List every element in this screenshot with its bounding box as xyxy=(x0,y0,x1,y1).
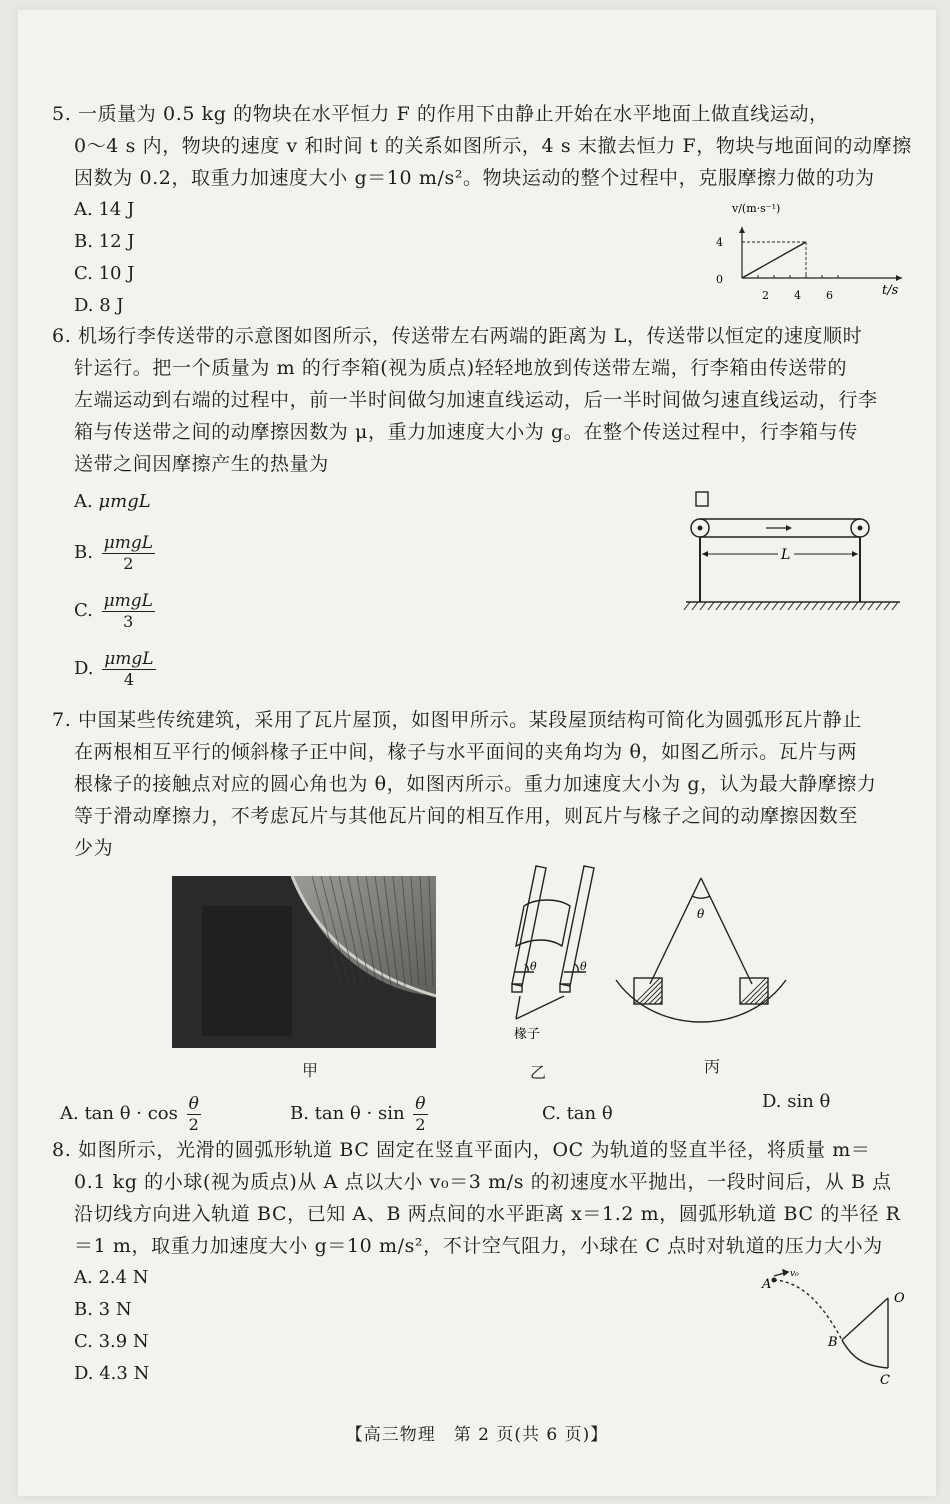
q7-line-1: 7. 中国某些传统建筑，采用了瓦片屋顶，如图甲所示。某段屋顶结构可简化为圆弧形瓦片静止 xyxy=(52,709,862,731)
point-a: A xyxy=(762,1277,772,1292)
q8-line-1: 8. 如图所示，光滑的圆弧形轨道 BC 固定在竖直平面内，OC 为轨道的竖直半径，将质量 m＝ xyxy=(52,1139,871,1161)
q6-option-c-fraction: $\frac{\text{μmgL}}{3}$ xyxy=(103,590,153,631)
chart-xtick-6: 6 xyxy=(826,289,833,302)
caption-jia: 甲 xyxy=(302,1061,319,1080)
point-c: C xyxy=(880,1373,890,1388)
chart-xtick-2: 2 xyxy=(762,289,769,302)
ground-hatch-mark xyxy=(748,602,754,610)
ground-hatch-mark xyxy=(812,602,818,610)
central-angle: θ xyxy=(697,907,705,921)
rafter-angle-right: θ xyxy=(580,960,587,973)
chart-ytick-4: 4 xyxy=(716,236,723,249)
q8-line-3: 沿切线方向进入轨道 BC，已知 A、B 两点间的水平距离 x＝1.2 m，圆弧形轨道 BC 的半径 R xyxy=(74,1203,901,1225)
rafter-angle-left: θ xyxy=(530,960,537,973)
chart-ytick-0: 0 xyxy=(716,273,723,286)
support-hatch-mark xyxy=(745,981,768,1004)
q6-line-3: 左端运动到右端的过程中，前一半时间做匀加速直线运动，后一半时间做匀速直线运动，行李 xyxy=(74,389,878,411)
ground-hatch-mark xyxy=(692,602,698,610)
q7-option-b-fraction: $\frac{\theta}{2}$ xyxy=(415,1093,426,1134)
ground-hatch-mark xyxy=(884,602,890,610)
q7-option-b-label: B. tan θ · sin xyxy=(290,1103,405,1124)
support-hatch-mark xyxy=(634,978,660,1004)
q7-option-a xyxy=(60,1090,201,1138)
q7-line-4: 等于滑动摩擦力，不考虑瓦片与其他瓦片间的相互作用，则瓦片与椽子之间的动摩擦因数至 xyxy=(74,805,859,827)
q7-option-a-fraction: $\frac{\theta}{2}$ xyxy=(188,1093,199,1134)
chart-y-arrow xyxy=(739,227,745,233)
q5-option-d: D. 8 J xyxy=(74,295,124,316)
ground-hatch-mark xyxy=(708,602,714,610)
q5-line-2: 0～4 s 内，物块的速度 v 和时间 t 的关系如图所示，4 s 末撤去恒力 F，物块与地面间的动摩擦 xyxy=(74,135,912,157)
chart-ylabel: v/(m·s⁻¹) xyxy=(732,202,781,215)
q6-line-5: 送带之间因摩擦产生的热量为 xyxy=(74,453,329,475)
q7-option-c: C. tan θ xyxy=(542,1103,613,1124)
ground-hatch-mark xyxy=(724,602,730,610)
belt-length-label: L xyxy=(781,547,791,563)
ground-hatch-mark xyxy=(820,602,826,610)
q6-option-a-label: A. xyxy=(74,491,93,512)
q5-line-3: 因数为 0.2，取重力加速度大小 g＝10 m/s²。物块运动的整个过程中，克服摩擦力做的功为 xyxy=(74,167,875,189)
support-hatch-mark xyxy=(639,981,662,1004)
ground-hatch-mark xyxy=(860,602,866,610)
chart-series-line xyxy=(742,242,806,278)
q7-option-a-label: A. tan θ · cos xyxy=(60,1103,178,1124)
q5-line-1: 5. 一质量为 0.5 kg 的物块在水平恒力 F 的作用下由静止开始在水平地面上做直线运动， xyxy=(52,103,829,125)
ground-hatch-mark xyxy=(780,602,786,610)
q6-line-1: 6. 机场行李传送带的示意图如图所示，传送带左右两端的距离为 L，传送带以恒定的速度顺时 xyxy=(52,325,863,347)
chart-xlabel: t/s xyxy=(882,283,899,298)
q8-option-d: D. 4.3 N xyxy=(74,1363,150,1384)
roof-tile-photo xyxy=(172,876,436,1048)
q8-option-b: B. 3 N xyxy=(74,1299,132,1320)
caption-yi: 乙 xyxy=(530,1063,547,1082)
rafter-diagram xyxy=(494,854,624,1054)
v0-label: v₀ xyxy=(790,1269,799,1279)
question-7 xyxy=(52,704,920,864)
ground-hatch-mark xyxy=(740,602,746,610)
support-hatch-mark xyxy=(740,978,766,1004)
q6-line-4: 箱与传送带之间的动摩擦因数为 μ，重力加速度大小为 g。在整个传送过程中，行李箱与传 xyxy=(74,421,858,443)
chart-x-arrow xyxy=(896,275,902,281)
ground-hatch-mark xyxy=(764,602,770,610)
rafter-label: 椽子 xyxy=(514,1027,541,1042)
ground-hatch-mark xyxy=(772,602,778,610)
support-hatch-mark xyxy=(644,986,662,1004)
q7-line-5: 少为 xyxy=(74,837,114,859)
ground-hatch-mark xyxy=(716,602,722,610)
q5-option-b: B. 12 J xyxy=(74,231,135,252)
q8-option-c: C. 3.9 N xyxy=(74,1331,149,1352)
q7-line-3: 根椽子的接触点对应的圆心角也为 θ，如图丙所示。重力加速度大小为 g，认为最大静摩擦力 xyxy=(74,773,877,795)
q8-line-4: ＝1 m，取重力加速度大小 g＝10 m/s²，不计空气阻力，小球在 C 点时对轨道的压力大小为 xyxy=(74,1235,883,1257)
ground-hatch-mark xyxy=(836,602,842,610)
ground-hatch-mark xyxy=(684,602,690,610)
q6-option-b-label: B. xyxy=(74,542,93,563)
luggage-box xyxy=(696,492,708,506)
ground-hatch-mark xyxy=(868,602,874,610)
q7-line-2: 在两根相互平行的倾斜椽子正中间，椽子与水平面间的夹角均为 θ，如图乙所示。瓦片与两 xyxy=(74,741,858,763)
point-b: B xyxy=(828,1335,838,1350)
q7-option-d: D. sin θ xyxy=(762,1091,831,1112)
q5-velocity-time-chart xyxy=(706,196,906,304)
q6-option-d xyxy=(52,640,920,698)
q8-line-2: 0.1 kg 的小球(视为质点)从 A 点以大小 v₀＝3 m/s 的初速度水平抛出，一段时间后，从 B 点 xyxy=(74,1171,892,1193)
ground-hatch-mark xyxy=(852,602,858,610)
q6-option-d-fraction: $\frac{\text{μmgL}}{4}$ xyxy=(104,648,154,689)
q6-option-a-expr: μmgL xyxy=(98,491,151,512)
q8-trajectory-diagram xyxy=(744,1262,924,1392)
caption-bing: 丙 xyxy=(704,1057,721,1076)
q6-option-d-label: D. xyxy=(74,658,94,679)
ground-hatch-mark xyxy=(788,602,794,610)
ground-hatch-mark xyxy=(828,602,834,610)
q8-option-a: A. 2.4 N xyxy=(74,1267,149,1288)
ground-hatch-mark xyxy=(796,602,802,610)
ground-hatch-mark xyxy=(700,602,706,610)
chart-xtick-4: 4 xyxy=(794,289,801,302)
exam-page xyxy=(18,10,936,1496)
ground-hatch-mark xyxy=(876,602,882,610)
tile-arc-diagram xyxy=(606,860,796,1040)
q5-option-c: C. 10 J xyxy=(74,263,135,284)
ground-hatch-mark xyxy=(804,602,810,610)
ground-hatch-mark xyxy=(756,602,762,610)
q6-option-c-label: C. xyxy=(74,600,93,621)
ground-hatch-mark xyxy=(732,602,738,610)
page-footer: 【高三物理 第 2 页(共 6 页)】 xyxy=(345,1425,609,1445)
point-o: O xyxy=(894,1291,905,1306)
q6-option-b-fraction: $\frac{\text{μmgL}}{2}$ xyxy=(103,532,154,573)
q5-option-a: A. 14 J xyxy=(74,199,135,220)
ground-hatch-mark xyxy=(892,602,898,610)
q7-option-b xyxy=(290,1090,428,1138)
ground-hatch-mark xyxy=(844,602,850,610)
q6-line-2: 针运行。把一个质量为 m 的行李箱(视为质点)轻轻地放到传送带左端，行李箱由传送带的 xyxy=(74,357,848,379)
q6-conveyor-diagram xyxy=(678,484,908,614)
